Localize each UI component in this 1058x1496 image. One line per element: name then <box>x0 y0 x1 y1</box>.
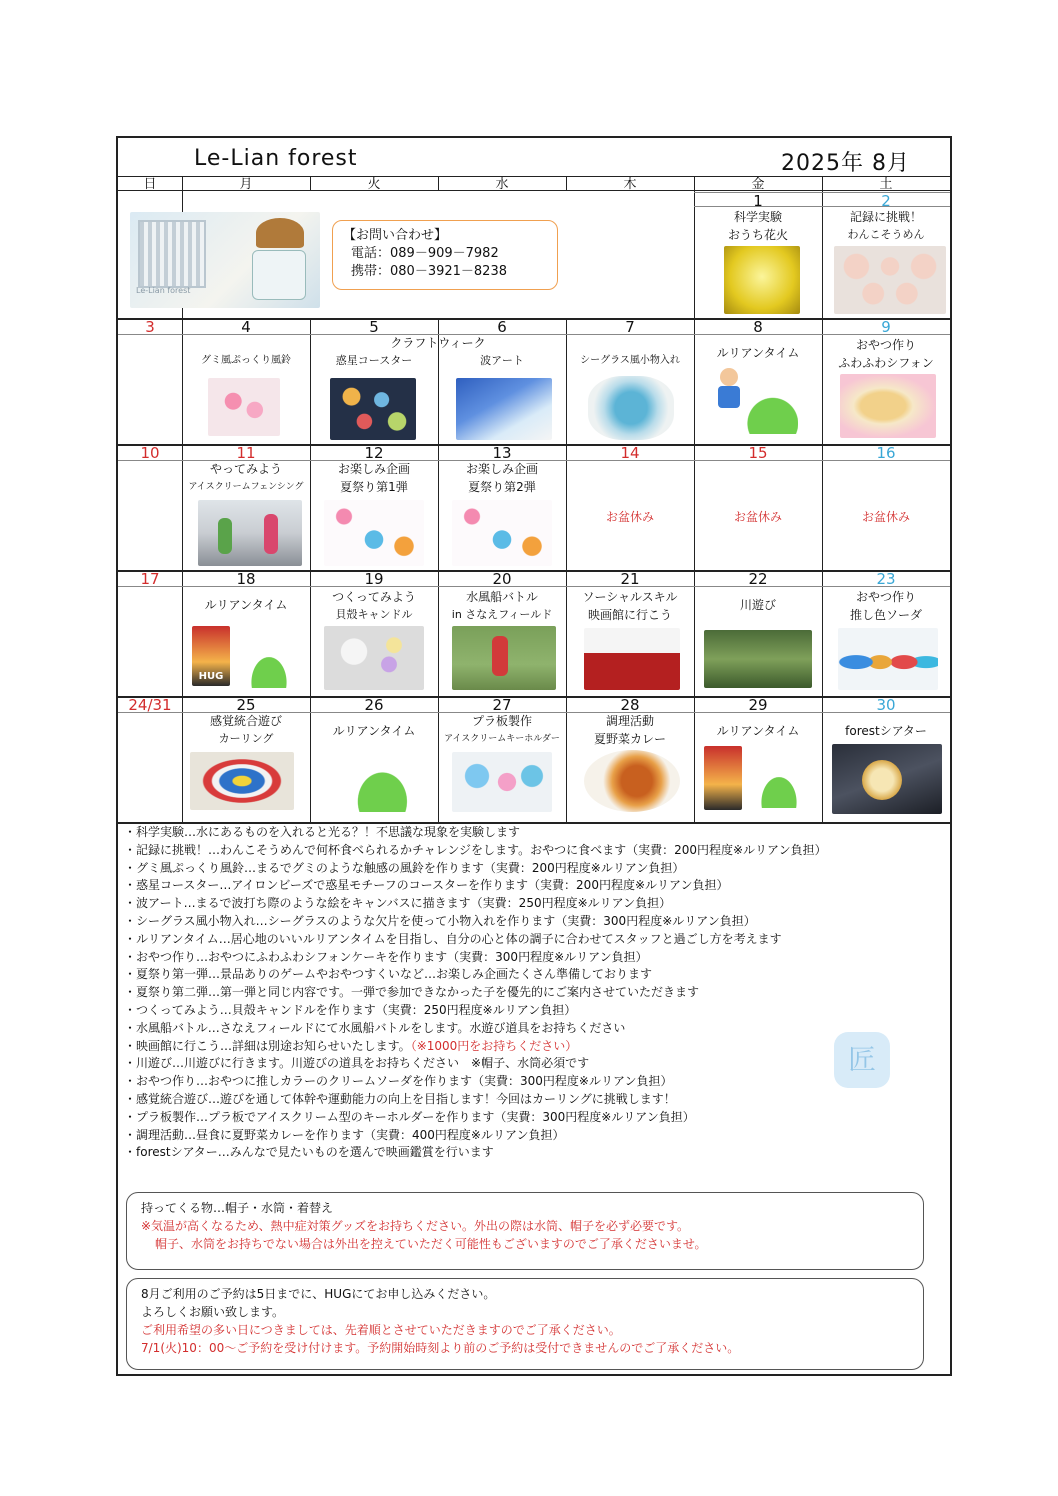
child-figure-icon <box>492 636 508 676</box>
date-15: 15 <box>748 444 768 462</box>
event-label: おうち花火 <box>727 228 788 242</box>
water-balloon-photo <box>452 626 556 690</box>
reservation-box <box>126 1278 924 1370</box>
date-2: 2 <box>881 192 891 210</box>
note-line: ・おやつ作り…おやつに推しカラーのクリームソーダを作ります（実費：300円程度※ルリアン負担） <box>124 1074 673 1089</box>
contact-mobile[interactable]: 携帯：080－3921－8238 <box>351 264 507 279</box>
note-line: ・調理活動…昼食に夏野菜カレーを作ります（実費：400円程度※ルリアン負担） <box>124 1127 565 1142</box>
date-6: 6 <box>497 318 507 336</box>
river-photo <box>704 630 812 688</box>
lurian-time-kids-icon <box>234 632 304 688</box>
calendar-frame <box>116 136 952 1376</box>
note-line: ・おやつ作り…おやつにふわふわシフォンケーキを作ります（実費：300円程度※ルリアン負担） <box>124 949 648 964</box>
event-label: ふわふわシフォン <box>838 356 934 370</box>
keychain-image <box>452 752 552 812</box>
event-label: 惑星コースター <box>335 354 413 367</box>
note-line: ・惑星コースター…アイロンビーズで惑星モチーフのコースターを作ります（実費：200円程度※ルリアン負担） <box>124 878 729 893</box>
date-28: 28 <box>620 696 640 714</box>
event-label: お楽しみ企画 <box>465 462 538 476</box>
event-label: 波アート <box>480 354 524 367</box>
date-16: 16 <box>876 444 896 462</box>
fencing-photo <box>198 500 302 566</box>
date-29: 29 <box>748 696 768 714</box>
event-label: 川遊び <box>739 598 776 612</box>
date-14: 14 <box>620 444 640 462</box>
note-line: ・夏祭り第一弾…景品ありのゲームやおやつすくいなど…お楽しみ企画たくさん準備しております <box>124 967 653 982</box>
date-5: 5 <box>369 318 379 336</box>
hat-icon <box>256 218 304 248</box>
child-figure-icon <box>218 518 232 554</box>
closed-label: お盆休み <box>605 510 654 524</box>
event-label: ルリアンタイム <box>204 598 288 612</box>
heat-warning-text: ※気温が高くなるため、熱中症対策グッズをお持ちください。外出の際は水筒、帽子を必ず必要です。 <box>141 1219 690 1233</box>
note-line: ・シーグラス風小物入れ…シーグラスのような欠片を使って小物入れを作ります（実費：300円程度※ルリアン負担） <box>124 913 756 928</box>
date-12: 12 <box>364 444 384 462</box>
date-27: 27 <box>492 696 512 714</box>
child-figure-icon <box>264 514 278 554</box>
date-22: 22 <box>748 570 768 588</box>
date-1: 1 <box>753 192 763 210</box>
event-label: 夏祭り第2弾 <box>468 480 536 494</box>
cream-soda-image <box>838 628 938 690</box>
note-text: す！ <box>651 1091 676 1106</box>
qr-banner-image <box>130 212 320 308</box>
hug-poster-image <box>192 626 230 686</box>
activity-notes <box>124 824 944 1162</box>
popcorn-icon <box>862 760 902 800</box>
shell-candle-image <box>324 626 424 690</box>
weekday-fri: 金 <box>751 177 765 192</box>
note-line: ・forestシアター…みんなで見たいものを選んで映画鑑賞を行います <box>124 1145 494 1160</box>
date-4: 4 <box>241 318 251 336</box>
gummy-wind-chime-image <box>208 378 280 436</box>
note-line: ・つくってみよう…貝殻キャンドルを作ります（実費：250円程度※ルリアン負担） <box>124 1002 577 1017</box>
hug-poster-image <box>704 746 742 810</box>
note-line: ・プラ板製作…プラ板でアイスクリーム型のキーホルダーを作ります（実費：300円程度※ルリアン負担） <box>124 1109 695 1124</box>
craft-week-banner: クラフトウィーク <box>390 336 486 350</box>
planet-coaster-image <box>330 378 416 440</box>
note-line <box>124 1038 944 1056</box>
note-line: ・夏祭り第二弾…第一弾と同じ内容です。一弾で参加できなかった子を優先的にご案内させていただきます <box>124 985 700 1000</box>
date-20: 20 <box>492 570 512 588</box>
qr-badge-text: Le-Lian forest <box>136 286 191 295</box>
summer-festival-illustration <box>324 500 424 566</box>
wave-art-image <box>456 378 552 440</box>
note-line: ・記録に挑戦！…わんこそうめんで何杯食べられるかチャレンジをします。おやつに食べます（実費：200円程度※ルリアン負担） <box>124 842 827 857</box>
event-label: 映画館に行こう <box>587 608 672 622</box>
event-label: 貝殻キャンドル <box>335 608 413 621</box>
date-30: 30 <box>876 696 896 714</box>
event-label: やってみよう <box>209 462 282 476</box>
contact-box <box>332 220 558 290</box>
bring-items-text: 持ってくる物…帽子・水筒・着替え <box>141 1201 334 1215</box>
date-3: 3 <box>145 318 155 336</box>
date-19: 19 <box>364 570 384 588</box>
event-label: 水風船バトル <box>466 590 538 604</box>
grid-line <box>438 176 439 190</box>
event-label: forestシアター <box>845 724 927 738</box>
date-17: 17 <box>140 570 160 588</box>
watermark-logo: 匠 <box>834 1032 890 1088</box>
event-label: 夏祭り第1弾 <box>340 480 408 494</box>
calendar-month: 2025年 8月 <box>781 151 910 176</box>
curry-image <box>584 750 680 812</box>
event-label: お楽しみ企画 <box>337 462 410 476</box>
date-8: 8 <box>753 318 763 336</box>
closed-label: お盆休み <box>861 510 910 524</box>
event-label: つくってみよう <box>332 590 416 604</box>
date-10: 10 <box>140 444 160 462</box>
date-21: 21 <box>620 570 640 588</box>
lurian-time-kids-icon <box>332 742 416 812</box>
poster-text: HUG <box>198 671 224 682</box>
date-24-31: 24/31 <box>128 696 172 714</box>
reservation-note: ご利用希望の多い日につきましては、先着順とさせていただきますのでご了承ください。 <box>141 1323 621 1337</box>
date-11: 11 <box>236 444 256 462</box>
event-label: 科学実験 <box>733 210 782 224</box>
movie-theater-image <box>584 628 680 690</box>
event-label: シーグラス風小物入れ <box>580 355 680 366</box>
somen-bowls-image <box>834 246 946 314</box>
lurian-time-kids-icon <box>744 752 814 808</box>
reservation-text: 8月ご利用のご予約は5日までに、HUGにてお申し込みください。 <box>141 1287 496 1301</box>
reservation-note: 7/1(火)10：00～ご予約を受け付けます。予約開始時刻より前のご予約は受付できませんのでご了承ください。 <box>141 1341 740 1355</box>
plush-figure-icon <box>252 250 306 300</box>
seaglass-dish-image <box>588 376 674 440</box>
date-23: 23 <box>876 570 896 588</box>
note-red-text: （※1000円をお持ちください） <box>410 1038 578 1053</box>
date-25: 25 <box>236 696 256 714</box>
grid-line <box>566 176 567 190</box>
reservation-text: よろしくお願い致します。 <box>141 1305 285 1319</box>
event-label: 感覚統合遊び <box>209 714 282 728</box>
note-line <box>124 1091 944 1109</box>
event-label: アイスクリームキーホルダー <box>444 734 560 744</box>
weekday-tue: 火 <box>367 177 381 192</box>
event-label: わんこそうめん <box>847 228 925 241</box>
event-label: プラ板製作 <box>471 714 532 728</box>
note-line: ・グミ風ぷっくり風鈴…まるでグミのような触感の風鈴を作ります（実費：200円程度※ルリアン負担） <box>124 860 685 875</box>
event-label: 推し色ソーダ <box>849 608 922 622</box>
event-label: in さなえフィールド <box>451 608 553 621</box>
qr-code-icon <box>138 220 206 288</box>
event-label: グミ風ぷっくり風鈴 <box>201 355 291 366</box>
title-row <box>118 138 950 177</box>
date-26: 26 <box>364 696 384 714</box>
event-label: ルリアンタイム <box>716 724 800 738</box>
event-label: おやつ作り <box>855 338 916 352</box>
date-7: 7 <box>625 318 635 336</box>
event-label: 調理活動 <box>605 714 654 728</box>
heat-warning-text: 帽子、水筒をお持ちでない場合は外出を控えていただく可能性もございますのでご了承くださいませ。 <box>155 1237 707 1251</box>
date-9: 9 <box>881 318 891 336</box>
contact-title: 【お問い合わせ】 <box>343 228 448 243</box>
event-label: ソーシャルスキル <box>582 590 678 604</box>
weekday-header <box>118 176 950 191</box>
chiffon-cake-image <box>840 374 936 438</box>
bring-items-box <box>126 1192 924 1270</box>
event-label: カーリング <box>218 732 274 745</box>
weekday-sat: 土 <box>879 177 893 192</box>
weekday-thu: 木 <box>623 177 637 192</box>
lurian-time-kids-icon <box>714 364 798 434</box>
date-13: 13 <box>492 444 512 462</box>
child-icon <box>718 386 740 408</box>
child-icon <box>720 368 738 386</box>
event-label: ルリアンタイム <box>716 346 800 360</box>
note-text: ・映画館に行こう…詳細は別途お知らせいたします。 <box>124 1038 411 1053</box>
event-label: 記録に挑戦！ <box>849 210 922 224</box>
date-18: 18 <box>236 570 256 588</box>
note-line: ・波アート…まるで波打ち際のような絵をキャンバスに描きます（実費：250円程度※ルリアン負担） <box>124 896 672 911</box>
note-line: ・ルリアンタイム…居心地のいいルリアンタイムを目指し、自分の心と体の調子に合わせてスタッフと過ごし方を考えます <box>124 931 782 946</box>
weekday-wed: 水 <box>495 177 509 192</box>
note-line: ・水風船バトル…さなえフィールドにて水風船バトルをします。水遊び道具をお持ちください <box>124 1020 626 1035</box>
contact-phone[interactable]: 電話：089－909－7982 <box>351 246 499 261</box>
note-line: ・川遊び…川遊びに行きます。川遊びの道具をお持ちください ※帽子、水筒必須です <box>124 1056 590 1071</box>
note-text: ・感覚統合遊び…遊びを通して体幹や運動能力の向上を目指します！今回はカーリングに挑戦しま <box>124 1091 652 1106</box>
closed-label: お盆休み <box>733 510 782 524</box>
note-line: ・科学実験…水にあるものを入れると光る？！不思議な現象を実験します <box>124 825 521 839</box>
facility-name: Le-Lian forest <box>194 146 358 171</box>
popcorn-theater-image <box>832 744 942 814</box>
summer-festival-illustration <box>452 500 552 566</box>
weekday-sun: 日 <box>143 177 157 192</box>
glow-experiment-image <box>724 246 800 314</box>
event-label: おやつ作り <box>855 590 916 604</box>
event-label: 夏野菜カレー <box>593 732 666 746</box>
event-label: アイスクリームフェンシング <box>188 482 304 492</box>
weekday-mon: 月 <box>239 177 253 192</box>
grid-line <box>310 176 311 190</box>
curling-image <box>190 752 294 810</box>
event-label: ルリアンタイム <box>332 724 416 738</box>
